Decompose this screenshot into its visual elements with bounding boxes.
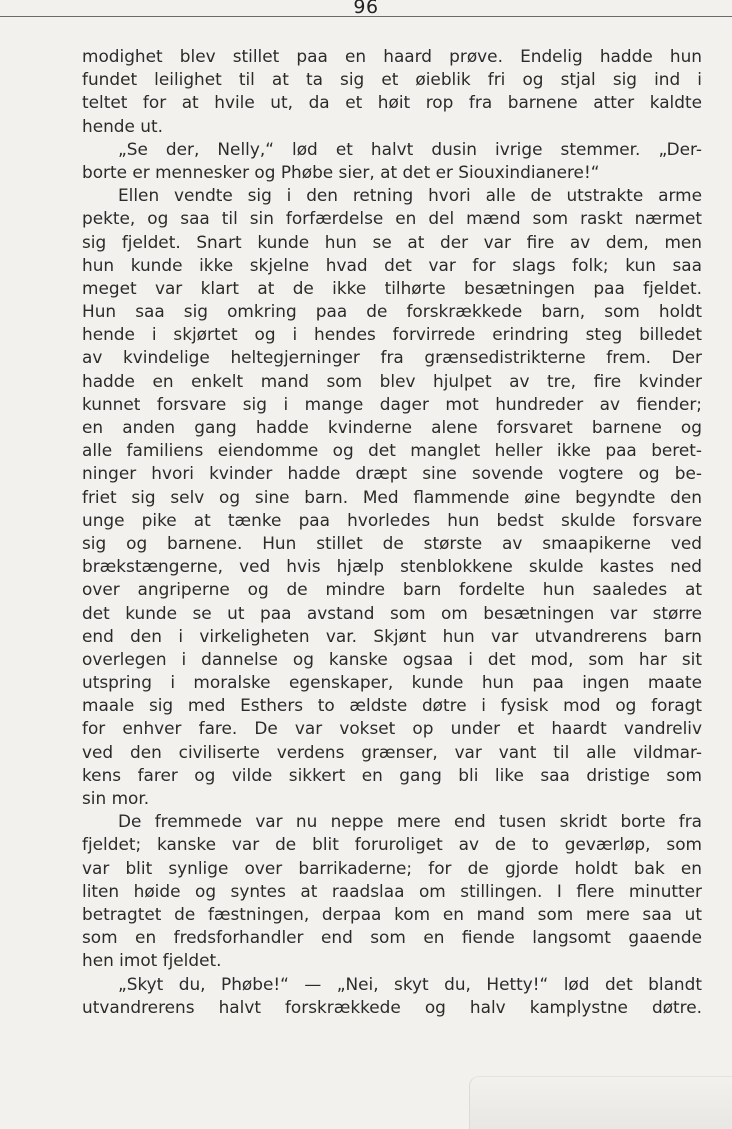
text-line: ved den civiliserte verdens grænser, var vant til alle vildmar-	[82, 741, 702, 762]
text-line: Ellen vendte sig i den retning hvori alle de utstrakte arme	[118, 185, 702, 206]
text-line: over angriperne og de mindre barn fordelte hun saaledes at	[82, 579, 702, 600]
text-line: hende i skjørtet og i hendes forvirrede erindring steg billedet	[82, 324, 702, 345]
text-line: utspring i moralske egenskaper, kunde hun paa ingen maate	[82, 672, 702, 693]
text-line: teltet for at hvile ut, da et høit rop fra barnene atter kaldte	[82, 92, 702, 113]
body-text	[82, 45, 702, 1019]
text-line: hen imot fjeldet.	[82, 950, 222, 971]
text-line: brækstængerne, ved hvis hjælp stenblokkene skulde kastes ned	[82, 556, 702, 577]
text-line: for enhver fare. De var vokset op under et haardt vandreliv	[82, 718, 702, 739]
text-line: sig og barnene. Hun stillet de største av smaapikerne ved	[82, 532, 702, 553]
page-number: 96	[353, 0, 379, 18]
text-line: fjeldet; kanske var de blit foruroliget av de to geværløp, som	[82, 834, 702, 855]
text-line: sin mor.	[82, 788, 150, 808]
text-line: overlegen i dannelse og kanske ogsaa i det mod, som har sit	[82, 648, 702, 669]
text-line: utvandrerens halvt forskrækkede og halv kamplystne døtre.	[82, 996, 702, 1017]
text-line: „Skyt du, Phøbe!“ — „Nei, skyt du, Hetty!“ lød det blandt	[118, 973, 702, 994]
page-corner-shadow	[469, 1076, 732, 1129]
text-line: av kvindelige heltegjerninger fra grænsedistrikterne frem. Der	[82, 347, 702, 368]
text-line: De fremmede var nu neppe mere end tusen skridt borte fra	[118, 811, 702, 832]
text-line: betragtet de fæstningen, derpaa kom en mand som mere saa ut	[82, 903, 702, 924]
text-line: meget var klart at de ikke tilhørte besætningen paa fjeldet.	[82, 277, 702, 298]
text-line: sig fjeldet. Snart kunde hun se at der var fire av dem, men	[82, 231, 702, 252]
text-line: Hun saa sig omkring paa de forskrækkede barn, som holdt	[82, 301, 702, 322]
text-line: pekte, og saa til sin forfærdelse en del mænd som raskt nærmet	[82, 208, 702, 229]
text-line: end den i virkeligheten var. Skjønt hun var utvandrerens barn	[82, 625, 702, 646]
text-line: en anden gang hadde kvinderne alene forsvaret barnene og	[82, 417, 702, 437]
text-line: var blit synlige over barrikaderne; for de gjorde holdt bak en	[82, 857, 702, 878]
text-line: det kunde se ut paa avstand som om besætningen var større	[82, 602, 702, 623]
text-line: hende ut.	[82, 115, 163, 136]
text-line: kens farer og vilde sikkert en gang bli like saa dristige som	[82, 764, 702, 785]
text-line: friet sig selv og sine barn. Med flammende øine begyndte den	[82, 486, 702, 507]
text-line: fundet leilighet til at ta sig et øieblik fri og stjal sig ind i	[82, 69, 702, 90]
text-line: hadde en enkelt mand som blev hjulpet av tre, fire kvinder	[82, 370, 702, 391]
header-rule	[0, 16, 732, 17]
text-line: kunnet forsvare sig i mange dager mot hundreder av fiender;	[82, 393, 702, 414]
text-line: unge pike at tænke paa hvorledes hun bedst skulde forsvare	[82, 509, 702, 530]
text-line: maale sig med Esthers to ældste døtre i fysisk mod og foragt	[82, 695, 702, 716]
text-line: alle familiens eiendomme og det manglet heller ikke paa beret-	[82, 440, 702, 461]
text-line: „Se der, Nelly,“ lød et halvt dusin ivrige stemmer. „Der-	[118, 138, 702, 159]
text-line: liten høide og syntes at raadslaa om stillingen. I flere minutter	[82, 880, 702, 901]
text-line: hun kunde ikke skjelne hvad det var for slags folk; kun saa	[82, 254, 702, 275]
text-line: som en fredsforhandler end som en fiende langsomt gaaende	[82, 927, 702, 948]
text-line: ninger hvori kvinder hadde dræpt sine sovende vogtere og be-	[82, 463, 702, 484]
text-line: borte er mennesker og Phøbe sier, at det er Siouxindianere!“	[82, 161, 600, 182]
text-line: modighet blev stillet paa en haard prøve. Endelig hadde hun	[82, 46, 702, 66]
